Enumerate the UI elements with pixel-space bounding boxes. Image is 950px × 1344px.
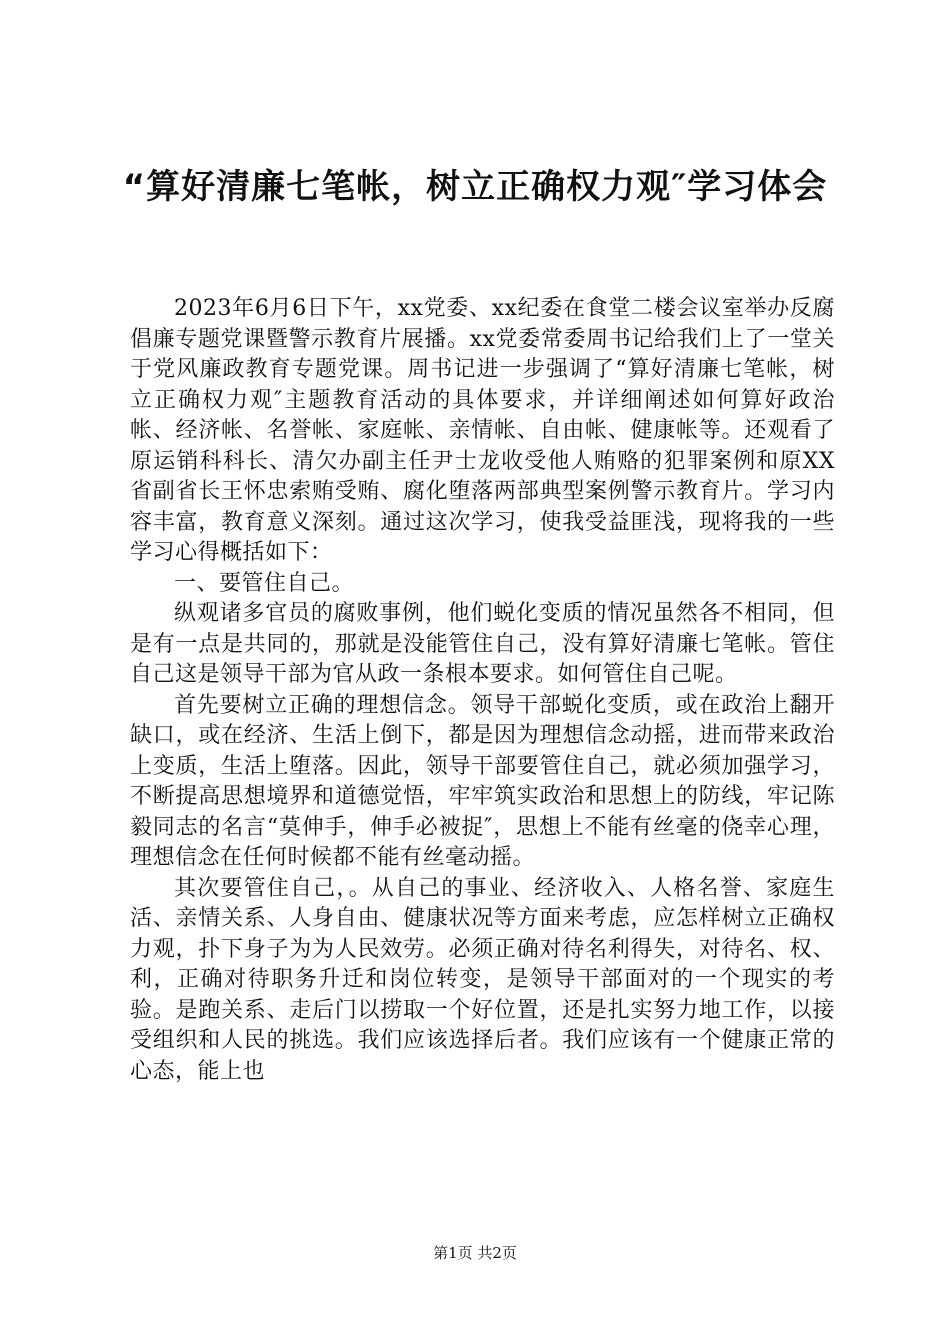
paragraph: 纵观诸多官员的腐败事例，他们蜕化变质的情况虽然各不相同，但是有一点是共同的，那就是没能管住自己，没有算好清廉七笔帐。管住自己这是领导干部为官从政一条根本要求。如何管住自己呢。 (130, 601, 835, 687)
section-heading: 一、要管住自己。 (174, 570, 355, 596)
page-number-footer: 第1页 共2页 (433, 1244, 517, 1262)
paragraph-intro: 2023年6月6日下午，xx党委、xx纪委在食堂二楼会议室举办反腐倡廉专题党课暨警示教育片展播。xx党委常委周书记给我们上了一堂关于党风廉政教育专题党课。周书记进一步强调了“算好清廉七笔帐，树立正确权力观″主题教育活动的具体要求，并详细阐述如何算好政治帐、经济帐、名誉帐、家庭帐、亲情帐、自由帐、健康帐等。还观看了原运销科科长、清欠办副主任尹士龙收受他人贿赂的犯罪案例和原XX省副省长王怀忠索贿受贿、腐化堕落两部典型案例警示教育片。学习内容丰富，教育意义深刻。通过这次学习，使我受益匪浅，现将我的一些学习心得概括如下： (130, 296, 835, 565)
paragraph: 首先要树立正确的理想信念。领导干部蜕化变质，或在政治上翻开缺口，或在经济、生活上倒下，都是因为理想信念动摇，进而带来政治上变质，生活上堕落。因此，领导干部要管住自己，就必须加强学习，不断提高思想境界和道德觉悟，牢牢筑实政治和思想上的防线，牢记陈毅同志的名言“莫伸手，伸手必被捉″，思想上不能有丝毫的侥幸心理，理想信念在任何时候都不能有丝毫动摇。 (130, 692, 835, 870)
paragraph: 其次要管住自己，。从自己的事业、经济收入、人格名誉、家庭生活、亲情关系、人身自由、健康状况等方面来考虑，应怎样树立正确权力观，扑下身子为为人民效劳。必须正确对待名利得失，对待名、权、利，正确对待职务升迁和岗位转变，是领导干部面对的一个现实的考验。是跑关系、走后门以捞取一个好位置，还是扎实努力地工作，以接受组织和人民的挑选。我们应该选择后者。我们应该有一个健康正常的心态，能上也 (130, 875, 835, 1084)
document-body (130, 294, 835, 1087)
document-title: “算好清廉七笔帐，树立正确权力观″学习体会 (122, 167, 828, 207)
